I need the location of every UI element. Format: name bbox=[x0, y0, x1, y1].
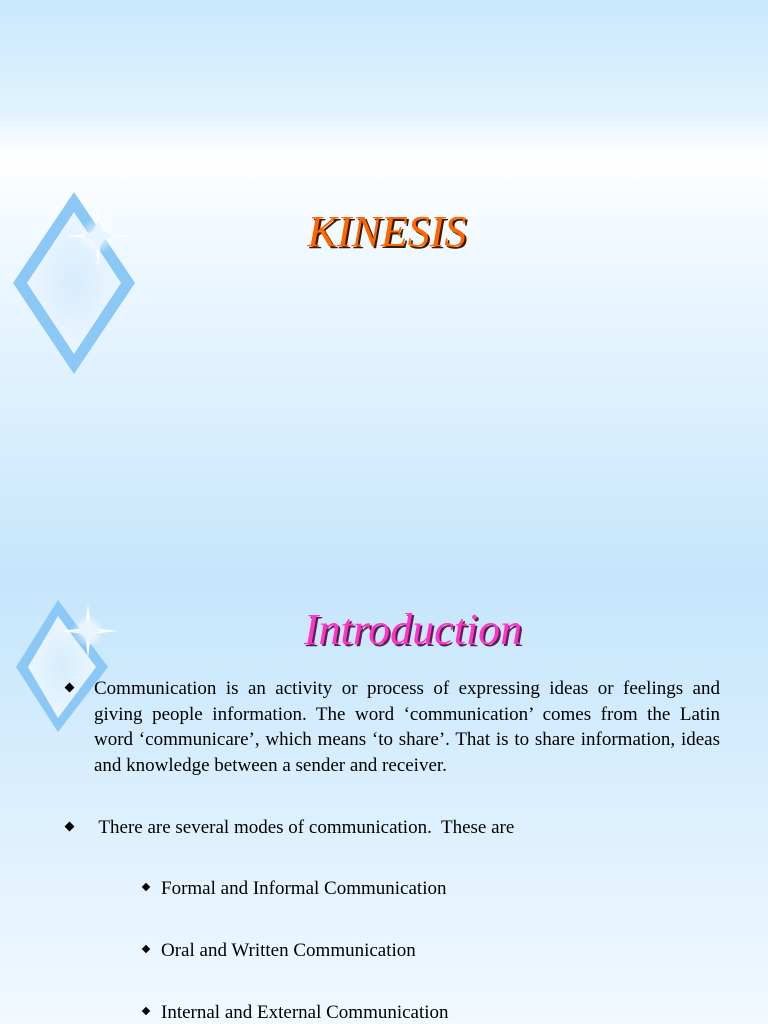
bullet-text: There are several modes of communication. These are bbox=[94, 817, 515, 838]
diamond-bullet-icon bbox=[142, 945, 150, 953]
slide-title: KINESIS bbox=[307, 207, 467, 256]
slide-title: Introduction bbox=[303, 605, 523, 654]
diamond-bullet-icon bbox=[65, 822, 75, 832]
sub-bullet-text: Internal and External Communication bbox=[161, 1002, 449, 1023]
slide-introduction bbox=[0, 576, 768, 1024]
sub-bullet-text: Formal and Informal Communication bbox=[161, 878, 447, 899]
diamond-bullet-icon bbox=[142, 1007, 150, 1015]
sub-bullet-text: Oral and Written Communication bbox=[161, 940, 416, 961]
diamond-bullet-icon bbox=[142, 883, 150, 891]
bullet-text: Communication is an activity or process of expressing ideas or feelings and giving people information. The word ‘communication’ comes from the Latin word ‘communicare’, which means ‘to share’. That is to share information, ideas and knowledge between a sender and receiver. bbox=[94, 678, 720, 776]
